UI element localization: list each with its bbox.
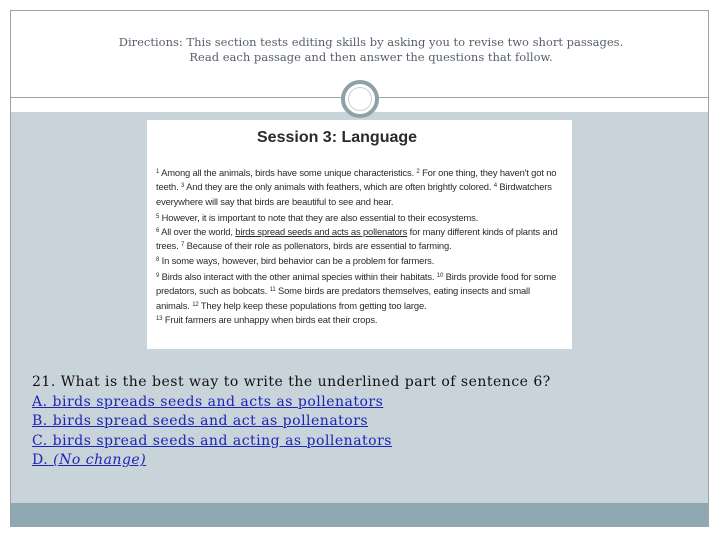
sentence-number: 6 (156, 228, 160, 235)
circle-ornament-icon (341, 80, 379, 118)
answer-option-a[interactable]: A. birds spreads seeds and acts as pollenators (32, 393, 384, 410)
sentence-number: 12 (192, 301, 199, 308)
sentence-number: 11 (269, 287, 276, 294)
sentence-10: Birds provide food for some predators, such as bobcats. (156, 271, 557, 297)
sentence-4: Birdwatchers everywhere will say that birds are beautiful to see and hear. (156, 181, 552, 207)
sentence-6-underlined: birds spread seeds and acts as pollenators (235, 226, 408, 238)
question-stem: 21. What is the best way to write the underlined part of sentence 6? (32, 374, 551, 390)
sentence-number: 5 (156, 213, 160, 220)
passage-title: Session 3: Language (257, 129, 418, 146)
sentence-7: Because of their role as pollenators, birds are essential to farming. (186, 240, 452, 252)
sentence-1: Among all the animals, birds have some unique characteristics. (161, 167, 414, 178)
sentence-3: And they are the only animals with feathers, which are often brightly colored. (186, 181, 492, 193)
passage-text (156, 166, 564, 327)
sentence-number: 8 (156, 256, 160, 263)
sentence-8: In some ways, however, bird behavior can be a problem for farmers. (161, 254, 435, 266)
sentence-number: 4 (493, 183, 497, 190)
sentence-number: 13 (156, 315, 163, 322)
sentence-12: They help keep these populations from getting too large. (200, 299, 427, 311)
paragraph-3 (156, 270, 564, 327)
sentence-9: Birds also interact with the other animal species within their habitats. (161, 271, 435, 283)
sentence-5: However, it is important to note that they are also essential to their ecosystems. (161, 211, 479, 223)
paragraph-2 (156, 211, 564, 268)
answer-option-c[interactable]: C. birds spread seeds and acting as pollenators (32, 432, 392, 449)
sentence-6-start: All over the world, (161, 226, 233, 238)
option-d-text: (No change) (53, 452, 147, 468)
sentence-number: 2 (416, 169, 420, 175)
sentence-number: 3 (181, 183, 185, 190)
directions-text (51, 35, 691, 65)
answer-option-d[interactable] (32, 452, 146, 468)
sentence-11: Some birds are predators themselves, eating insects and small animals. (156, 285, 530, 311)
footer-bar (11, 503, 708, 526)
passage-image (147, 120, 572, 349)
sentence-number: 10 (436, 273, 444, 280)
sentence-number: 1 (156, 169, 160, 175)
sentence-number: 7 (181, 242, 185, 249)
answer-option-b[interactable]: B. birds spread seeds and act as pollenators (32, 413, 369, 429)
directions-line-2: Read each passage and then answer the questions that follow. (189, 50, 553, 64)
sentence-13: Fruit farmers are unhappy when birds eat their crops. (164, 313, 378, 325)
sentence-6-end: for many different kinds of plants and trees. (156, 226, 558, 252)
sentence-number: 9 (156, 273, 160, 280)
paragraph-1 (156, 166, 564, 209)
question-block (32, 373, 692, 471)
sentence-2: For one thing, they haven't got no teeth. (156, 167, 557, 193)
directions-line-1: Directions: This section tests editing skills by asking you to revise two short passages. (118, 35, 624, 49)
option-d-prefix: D. (32, 452, 49, 468)
